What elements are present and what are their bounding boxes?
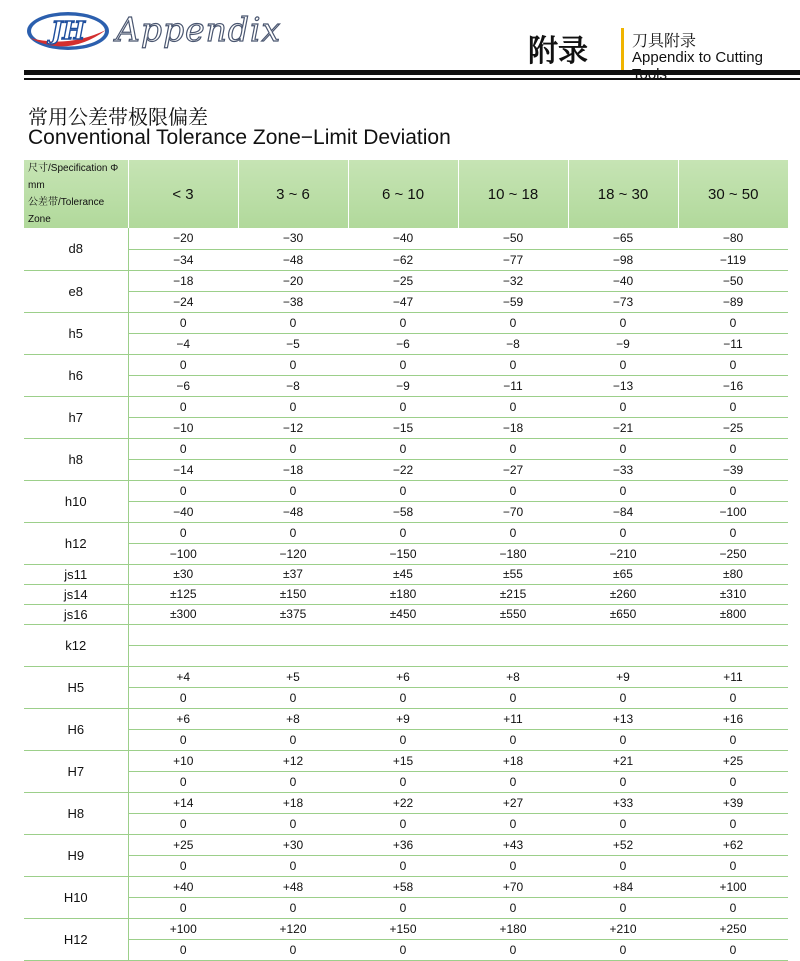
- lower-deviation-cell: −120: [238, 543, 348, 564]
- upper-deviation-cell: −18: [128, 270, 238, 291]
- lower-deviation-cell: −12: [238, 417, 348, 438]
- deviation-cell: ±65: [568, 564, 678, 584]
- table-row-upper: [24, 396, 788, 417]
- upper-deviation-cell: 0: [458, 354, 568, 375]
- upper-deviation-cell: +48: [238, 876, 348, 897]
- upper-deviation-cell: 0: [348, 312, 458, 333]
- lower-deviation-cell: −180: [458, 543, 568, 564]
- deviation-cell: ±375: [238, 604, 348, 624]
- upper-deviation-cell: +36: [348, 834, 458, 855]
- lower-deviation-cell: −11: [458, 375, 568, 396]
- upper-deviation-cell: 0: [348, 396, 458, 417]
- lower-deviation-cell: −11: [678, 333, 788, 354]
- lower-deviation-cell: 0: [568, 813, 678, 834]
- upper-deviation-cell: +43: [458, 834, 568, 855]
- upper-deviation-cell: [678, 624, 788, 645]
- upper-deviation-cell: 0: [348, 354, 458, 375]
- lower-deviation-cell: 0: [568, 687, 678, 708]
- lower-deviation-cell: 0: [458, 687, 568, 708]
- lower-deviation-cell: −6: [348, 333, 458, 354]
- upper-deviation-cell: +6: [348, 666, 458, 687]
- deviation-cell: ±450: [348, 604, 458, 624]
- lower-deviation-cell: −8: [238, 375, 348, 396]
- lower-deviation-cell: 0: [238, 771, 348, 792]
- corner-spec-label: 尺寸/Specification Φ mm: [28, 163, 119, 191]
- upper-deviation-cell: −80: [678, 228, 788, 249]
- upper-deviation-cell: −25: [348, 270, 458, 291]
- column-header: 10 ~ 18: [458, 160, 568, 228]
- lower-deviation-cell: 0: [568, 897, 678, 918]
- lower-deviation-cell: 0: [458, 855, 568, 876]
- lower-deviation-cell: 0: [568, 771, 678, 792]
- tolerance-zone-label: h5: [24, 312, 128, 354]
- tolerance-zone-label: h12: [24, 522, 128, 564]
- upper-deviation-cell: +120: [238, 918, 348, 939]
- upper-deviation-cell: −30: [238, 228, 348, 249]
- tolerance-zone-label: H9: [24, 834, 128, 876]
- lower-deviation-cell: 0: [568, 729, 678, 750]
- upper-deviation-cell: +14: [128, 792, 238, 813]
- upper-deviation-cell: +39: [678, 792, 788, 813]
- upper-deviation-cell: +13: [568, 708, 678, 729]
- upper-deviation-cell: +8: [238, 708, 348, 729]
- table-row-lower: [24, 333, 788, 354]
- table-row-upper: [24, 480, 788, 501]
- tolerance-zone-label: js14: [24, 584, 128, 604]
- page-title-en: Conventional Tolerance Zone−Limit Deviation: [28, 126, 451, 149]
- lower-deviation-cell: 0: [238, 939, 348, 960]
- lower-deviation-cell: −10: [128, 417, 238, 438]
- upper-deviation-cell: +150: [348, 918, 458, 939]
- upper-deviation-cell: +22: [348, 792, 458, 813]
- table-row-upper: [24, 624, 788, 645]
- lower-deviation-cell: −22: [348, 459, 458, 480]
- jh-logo: [24, 8, 112, 54]
- lower-deviation-cell: −48: [238, 249, 348, 270]
- lower-deviation-cell: −38: [238, 291, 348, 312]
- upper-deviation-cell: +27: [458, 792, 568, 813]
- upper-deviation-cell: 0: [238, 522, 348, 543]
- lower-deviation-cell: −210: [568, 543, 678, 564]
- lower-deviation-cell: 0: [678, 771, 788, 792]
- upper-deviation-cell: +9: [348, 708, 458, 729]
- header-rule-thick: [24, 70, 800, 75]
- table-row-lower: [24, 855, 788, 876]
- lower-deviation-cell: −84: [568, 501, 678, 522]
- upper-deviation-cell: 0: [458, 396, 568, 417]
- lower-deviation-cell: −89: [678, 291, 788, 312]
- upper-deviation-cell: 0: [128, 396, 238, 417]
- upper-deviation-cell: 0: [128, 312, 238, 333]
- upper-deviation-cell: [128, 624, 238, 645]
- upper-deviation-cell: [348, 624, 458, 645]
- lower-deviation-cell: −100: [678, 501, 788, 522]
- table-row-upper: [24, 708, 788, 729]
- lower-deviation-cell: [348, 645, 458, 666]
- lower-deviation-cell: −13: [568, 375, 678, 396]
- logo-text: JH: [50, 16, 86, 45]
- upper-deviation-cell: 0: [238, 312, 348, 333]
- deviation-cell: ±125: [128, 584, 238, 604]
- header-rule-thin: [24, 78, 800, 80]
- table-row-upper: [24, 876, 788, 897]
- tolerance-table: [24, 160, 788, 961]
- upper-deviation-cell: 0: [128, 522, 238, 543]
- upper-deviation-cell: 0: [128, 354, 238, 375]
- tolerance-zone-label: k12: [24, 624, 128, 666]
- upper-deviation-cell: +4: [128, 666, 238, 687]
- lower-deviation-cell: −250: [678, 543, 788, 564]
- deviation-cell: ±260: [568, 584, 678, 604]
- lower-deviation-cell: −48: [238, 501, 348, 522]
- tolerance-zone-label: H6: [24, 708, 128, 750]
- upper-deviation-cell: +10: [128, 750, 238, 771]
- page-title-cn: 常用公差带极限偏差: [28, 105, 208, 129]
- upper-deviation-cell: 0: [238, 480, 348, 501]
- lower-deviation-cell: 0: [348, 687, 458, 708]
- lower-deviation-cell: 0: [678, 687, 788, 708]
- table-row-lower: [24, 501, 788, 522]
- lower-deviation-cell: 0: [348, 939, 458, 960]
- lower-deviation-cell: −39: [678, 459, 788, 480]
- upper-deviation-cell: 0: [678, 396, 788, 417]
- deviation-cell: ±30: [128, 564, 238, 584]
- deviation-cell: ±550: [458, 604, 568, 624]
- upper-deviation-cell: 0: [238, 354, 348, 375]
- lower-deviation-cell: 0: [348, 855, 458, 876]
- lower-deviation-cell: −73: [568, 291, 678, 312]
- upper-deviation-cell: 0: [568, 438, 678, 459]
- upper-deviation-cell: +52: [568, 834, 678, 855]
- lower-deviation-cell: 0: [678, 897, 788, 918]
- lower-deviation-cell: 0: [678, 855, 788, 876]
- section-subtitle-cn: 刀具附录: [632, 31, 697, 50]
- table-row-lower: [24, 897, 788, 918]
- upper-deviation-cell: +62: [678, 834, 788, 855]
- upper-deviation-cell: 0: [568, 396, 678, 417]
- upper-deviation-cell: −40: [348, 228, 458, 249]
- upper-deviation-cell: +15: [348, 750, 458, 771]
- upper-deviation-cell: +18: [458, 750, 568, 771]
- table-row-upper: [24, 750, 788, 771]
- deviation-cell: ±180: [348, 584, 458, 604]
- upper-deviation-cell: 0: [568, 480, 678, 501]
- column-header: 18 ~ 30: [568, 160, 678, 228]
- table-row-upper: [24, 270, 788, 291]
- deviation-cell: ±300: [128, 604, 238, 624]
- lower-deviation-cell: −27: [458, 459, 568, 480]
- upper-deviation-cell: +30: [238, 834, 348, 855]
- upper-deviation-cell: +6: [128, 708, 238, 729]
- lower-deviation-cell: −9: [568, 333, 678, 354]
- column-header: 6 ~ 10: [348, 160, 458, 228]
- lower-deviation-cell: −8: [458, 333, 568, 354]
- deviation-cell: ±650: [568, 604, 678, 624]
- lower-deviation-cell: 0: [678, 813, 788, 834]
- table-row-lower: [24, 729, 788, 750]
- table-row-lower: [24, 645, 788, 666]
- lower-deviation-cell: 0: [238, 897, 348, 918]
- tolerance-zone-label: d8: [24, 228, 128, 270]
- lower-deviation-cell: −77: [458, 249, 568, 270]
- deviation-cell: ±215: [458, 584, 568, 604]
- upper-deviation-cell: 0: [348, 522, 458, 543]
- upper-deviation-cell: +33: [568, 792, 678, 813]
- upper-deviation-cell: +9: [568, 666, 678, 687]
- upper-deviation-cell: −32: [458, 270, 568, 291]
- lower-deviation-cell: −16: [678, 375, 788, 396]
- lower-deviation-cell: 0: [458, 771, 568, 792]
- upper-deviation-cell: +100: [128, 918, 238, 939]
- upper-deviation-cell: −40: [568, 270, 678, 291]
- table-body: [24, 228, 788, 960]
- upper-deviation-cell: 0: [568, 312, 678, 333]
- table-row-lower: [24, 375, 788, 396]
- lower-deviation-cell: 0: [238, 813, 348, 834]
- upper-deviation-cell: +84: [568, 876, 678, 897]
- lower-deviation-cell: −21: [568, 417, 678, 438]
- lower-deviation-cell: −18: [238, 459, 348, 480]
- lower-deviation-cell: [128, 645, 238, 666]
- upper-deviation-cell: 0: [568, 522, 678, 543]
- upper-deviation-cell: 0: [678, 354, 788, 375]
- upper-deviation-cell: 0: [458, 522, 568, 543]
- upper-deviation-cell: +250: [678, 918, 788, 939]
- lower-deviation-cell: 0: [678, 729, 788, 750]
- tolerance-zone-label: h8: [24, 438, 128, 480]
- lower-deviation-cell: −119: [678, 249, 788, 270]
- column-header: 3 ~ 6: [238, 160, 348, 228]
- table-row-lower: [24, 543, 788, 564]
- deviation-cell: ±80: [678, 564, 788, 584]
- column-header: 30 ~ 50: [678, 160, 788, 228]
- upper-deviation-cell: +180: [458, 918, 568, 939]
- upper-deviation-cell: 0: [128, 438, 238, 459]
- deviation-cell: ±800: [678, 604, 788, 624]
- lower-deviation-cell: 0: [128, 939, 238, 960]
- lower-deviation-cell: 0: [348, 729, 458, 750]
- lower-deviation-cell: −9: [348, 375, 458, 396]
- tolerance-zone-label: H7: [24, 750, 128, 792]
- table-row-upper: [24, 312, 788, 333]
- corner-cell: [24, 160, 128, 228]
- lower-deviation-cell: −47: [348, 291, 458, 312]
- upper-deviation-cell: +5: [238, 666, 348, 687]
- lower-deviation-cell: −70: [458, 501, 568, 522]
- upper-deviation-cell: 0: [568, 354, 678, 375]
- lower-deviation-cell: 0: [568, 939, 678, 960]
- tolerance-zone-label: H8: [24, 792, 128, 834]
- upper-deviation-cell: 0: [678, 312, 788, 333]
- lower-deviation-cell: 0: [458, 813, 568, 834]
- lower-deviation-cell: 0: [678, 939, 788, 960]
- upper-deviation-cell: +40: [128, 876, 238, 897]
- tolerance-zone-label: H12: [24, 918, 128, 960]
- table-row-upper: [24, 354, 788, 375]
- tolerance-zone-label: h10: [24, 480, 128, 522]
- lower-deviation-cell: 0: [128, 771, 238, 792]
- table-row-upper: [24, 522, 788, 543]
- lower-deviation-cell: −62: [348, 249, 458, 270]
- upper-deviation-cell: +70: [458, 876, 568, 897]
- upper-deviation-cell: 0: [458, 312, 568, 333]
- upper-deviation-cell: +58: [348, 876, 458, 897]
- tolerance-zone-label: h7: [24, 396, 128, 438]
- table-row-lower: [24, 939, 788, 960]
- upper-deviation-cell: −20: [238, 270, 348, 291]
- appendix-word: Appendix: [116, 10, 282, 49]
- lower-deviation-cell: 0: [348, 771, 458, 792]
- lower-deviation-cell: −150: [348, 543, 458, 564]
- table-row-upper: [24, 834, 788, 855]
- table-row-upper: [24, 792, 788, 813]
- upper-deviation-cell: [568, 624, 678, 645]
- upper-deviation-cell: +25: [678, 750, 788, 771]
- upper-deviation-cell: −50: [458, 228, 568, 249]
- lower-deviation-cell: −25: [678, 417, 788, 438]
- tolerance-zone-label: h6: [24, 354, 128, 396]
- header-separator: [621, 28, 624, 70]
- upper-deviation-cell: 0: [678, 522, 788, 543]
- table-row-lower: [24, 687, 788, 708]
- tolerance-zone-label: js11: [24, 564, 128, 584]
- lower-deviation-cell: −5: [238, 333, 348, 354]
- lower-deviation-cell: 0: [128, 897, 238, 918]
- upper-deviation-cell: 0: [458, 438, 568, 459]
- upper-deviation-cell: +210: [568, 918, 678, 939]
- deviation-cell: ±310: [678, 584, 788, 604]
- lower-deviation-cell: 0: [128, 729, 238, 750]
- lower-deviation-cell: −34: [128, 249, 238, 270]
- lower-deviation-cell: [238, 645, 348, 666]
- table-row-upper: [24, 228, 788, 249]
- upper-deviation-cell: [458, 624, 568, 645]
- lower-deviation-cell: −40: [128, 501, 238, 522]
- table-row-upper: [24, 918, 788, 939]
- lower-deviation-cell: −6: [128, 375, 238, 396]
- column-header: < 3: [128, 160, 238, 228]
- upper-deviation-cell: −50: [678, 270, 788, 291]
- upper-deviation-cell: −65: [568, 228, 678, 249]
- lower-deviation-cell: 0: [128, 687, 238, 708]
- upper-deviation-cell: +100: [678, 876, 788, 897]
- lower-deviation-cell: 0: [128, 855, 238, 876]
- upper-deviation-cell: +16: [678, 708, 788, 729]
- upper-deviation-cell: +11: [678, 666, 788, 687]
- lower-deviation-cell: −58: [348, 501, 458, 522]
- lower-deviation-cell: 0: [128, 813, 238, 834]
- lower-deviation-cell: −18: [458, 417, 568, 438]
- lower-deviation-cell: [458, 645, 568, 666]
- upper-deviation-cell: −20: [128, 228, 238, 249]
- upper-deviation-cell: 0: [678, 438, 788, 459]
- table-row-lower: [24, 291, 788, 312]
- section-title-cn: 附录: [528, 34, 588, 69]
- deviation-cell: ±55: [458, 564, 568, 584]
- lower-deviation-cell: 0: [458, 939, 568, 960]
- tolerance-zone-label: e8: [24, 270, 128, 312]
- lower-deviation-cell: [568, 645, 678, 666]
- lower-deviation-cell: −98: [568, 249, 678, 270]
- deviation-cell: ±45: [348, 564, 458, 584]
- deviation-cell: ±150: [238, 584, 348, 604]
- table-row-lower: [24, 249, 788, 270]
- table-row-lower: [24, 459, 788, 480]
- lower-deviation-cell: [678, 645, 788, 666]
- upper-deviation-cell: +18: [238, 792, 348, 813]
- table-row-upper: [24, 666, 788, 687]
- upper-deviation-cell: 0: [348, 480, 458, 501]
- upper-deviation-cell: 0: [238, 396, 348, 417]
- upper-deviation-cell: +25: [128, 834, 238, 855]
- upper-deviation-cell: +12: [238, 750, 348, 771]
- lower-deviation-cell: 0: [348, 813, 458, 834]
- upper-deviation-cell: 0: [348, 438, 458, 459]
- upper-deviation-cell: 0: [458, 480, 568, 501]
- corner-zone-label: 公差带/Tolerance Zone: [28, 197, 105, 225]
- lower-deviation-cell: −24: [128, 291, 238, 312]
- upper-deviation-cell: 0: [238, 438, 348, 459]
- lower-deviation-cell: −33: [568, 459, 678, 480]
- lower-deviation-cell: −4: [128, 333, 238, 354]
- deviation-cell: ±37: [238, 564, 348, 584]
- upper-deviation-cell: +11: [458, 708, 568, 729]
- lower-deviation-cell: 0: [238, 855, 348, 876]
- lower-deviation-cell: −14: [128, 459, 238, 480]
- upper-deviation-cell: +21: [568, 750, 678, 771]
- lower-deviation-cell: 0: [238, 687, 348, 708]
- tolerance-zone-label: js16: [24, 604, 128, 624]
- table-row-upper: [24, 438, 788, 459]
- upper-deviation-cell: +8: [458, 666, 568, 687]
- table-row: [24, 584, 788, 604]
- table-row: [24, 604, 788, 624]
- section-subtitle-en: Appendix to Cutting: [632, 49, 763, 66]
- lower-deviation-cell: 0: [348, 897, 458, 918]
- upper-deviation-cell: [238, 624, 348, 645]
- lower-deviation-cell: −59: [458, 291, 568, 312]
- table-row-lower: [24, 813, 788, 834]
- upper-deviation-cell: 0: [128, 480, 238, 501]
- table-row-lower: [24, 417, 788, 438]
- lower-deviation-cell: 0: [458, 729, 568, 750]
- lower-deviation-cell: 0: [238, 729, 348, 750]
- table-row: [24, 564, 788, 584]
- lower-deviation-cell: 0: [568, 855, 678, 876]
- lower-deviation-cell: −100: [128, 543, 238, 564]
- table-row-lower: [24, 771, 788, 792]
- upper-deviation-cell: 0: [678, 480, 788, 501]
- lower-deviation-cell: 0: [458, 897, 568, 918]
- tolerance-zone-label: H5: [24, 666, 128, 708]
- lower-deviation-cell: −15: [348, 417, 458, 438]
- page-header: [0, 0, 800, 80]
- table-header-row: [24, 160, 788, 228]
- tolerance-zone-label: H10: [24, 876, 128, 918]
